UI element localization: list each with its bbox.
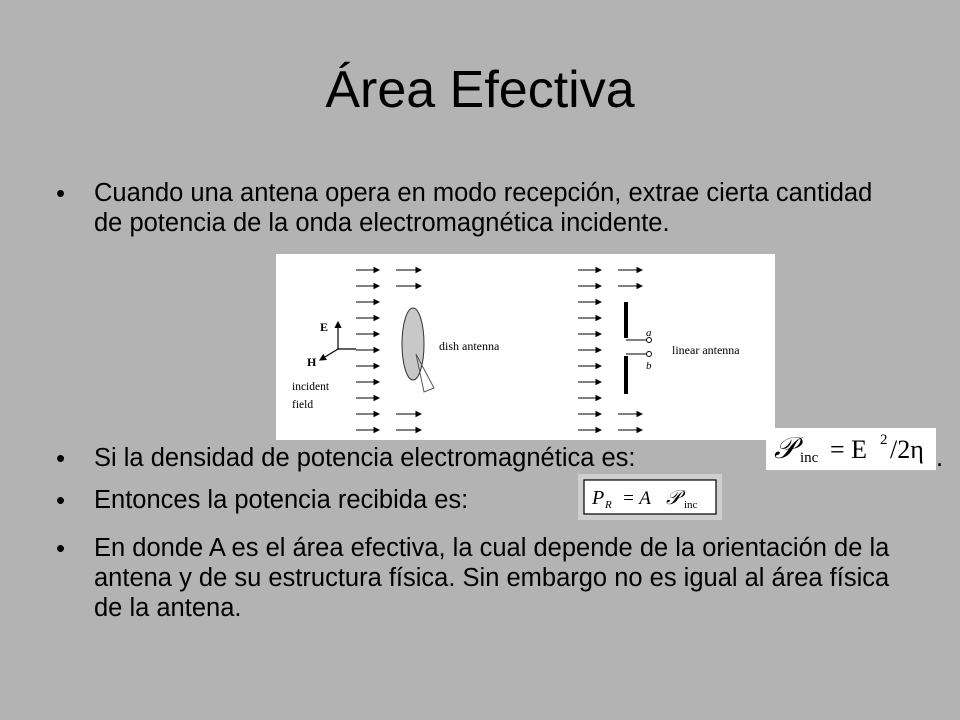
label-field: field <box>292 399 314 411</box>
bullet-marker: • <box>56 485 66 515</box>
pinc-formula <box>766 428 936 470</box>
label-H: H <box>307 355 317 369</box>
formula-pr-symbol: P <box>592 487 605 509</box>
label-linear: linear antenna <box>672 343 740 357</box>
formula-pinc-sub: inc <box>800 450 819 466</box>
antenna-figure <box>276 254 775 440</box>
formula-pr-sub2: inc <box>684 499 698 511</box>
pr-formula <box>578 474 722 520</box>
antenna-diagram <box>276 254 775 440</box>
formula-pr-sub: R <box>605 499 612 511</box>
formula-pr-eq: = A <box>622 488 651 509</box>
bullet-marker: • <box>56 533 66 563</box>
formula-pinc-rest: /2η <box>890 435 924 464</box>
dish-antenna-shape <box>402 308 434 392</box>
bullet-marker: • <box>56 443 66 473</box>
label-dish: dish antenna <box>439 339 500 353</box>
formula-pr-p2: 𝒫 <box>666 487 681 509</box>
linear-antenna-shape <box>626 302 652 394</box>
formula-pinc-eq: = E <box>830 435 868 464</box>
bullet-text-4: En donde A es el área efectiva, la cual depende de la orientación de la antena y de su estructura física. Sin embargo no es igual al área física de la antena. <box>94 534 890 622</box>
label-b: b <box>646 360 652 372</box>
bullet-text-2: Si la densidad de potencia electromagnética es: <box>94 444 636 472</box>
slide-title: Área Efectiva <box>325 61 635 119</box>
bullet-marker: • <box>56 178 66 208</box>
bullet-text-3: Entonces la potencia recibida es: <box>94 486 469 514</box>
label-E: E <box>320 320 329 334</box>
formula-period: . <box>936 444 944 472</box>
label-a: a <box>646 327 652 339</box>
formula-pinc-sup: 2 <box>880 432 888 448</box>
bullet-text-1: Cuando una antena opera en modo recepción, extrae cierta cantidad de potencia de la onda electromagnética incidente. <box>94 179 873 237</box>
label-incident: incident <box>292 381 330 393</box>
formula-pinc-symbol: 𝒫 <box>774 432 796 465</box>
